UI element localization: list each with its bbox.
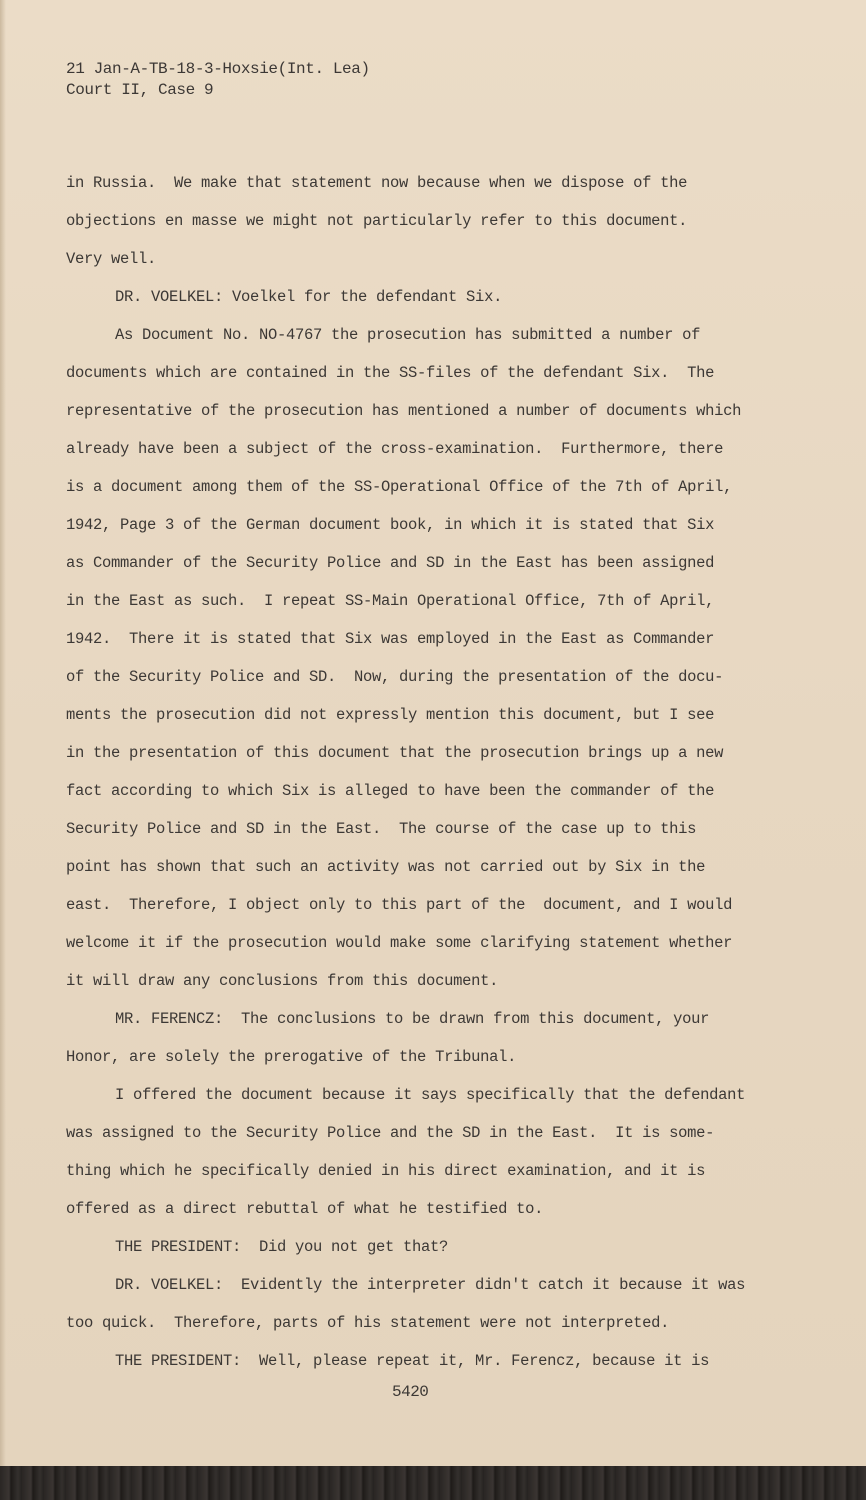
body-line: is a document among them of the SS-Operational Office of the 7th of April, [66,478,733,496]
body-line: THE PRESIDENT: Well, please repeat it, Mr. Ferencz, because it is [115,1352,710,1370]
header-line-2: Court II, Case 9 [66,81,214,99]
page-number: 5420 [392,1383,429,1401]
body-line: in the East as such. I repeat SS-Main Operational Office, 7th of April, [66,592,715,610]
body-line: DR. VOELKEL: Voelkel for the defendant Six. [115,288,503,306]
page-edge-shadow [0,0,6,1466]
body-line: Honor, are solely the prerogative of the Tribunal. [66,1048,517,1066]
body-line: 1942, Page 3 of the German document book, in which it is stated that Six [66,516,715,534]
body-line: of the Security Police and SD. Now, during the presentation of the docu- [66,668,724,686]
body-line: east. Therefore, I object only to this part of the document, and I would [66,896,733,914]
body-line: Very well. [66,250,157,268]
body-line: DR. VOELKEL: Evidently the interpreter didn't catch it because it was [115,1276,746,1294]
body-line: it will draw any conclusions from this document. [66,972,499,990]
body-line: Security Police and SD in the East. The course of the case up to this [66,820,697,838]
body-line: fact according to which Six is alleged to have been the commander of the [66,782,715,800]
body-line: offered as a direct rebuttal of what he testified to. [66,1200,544,1218]
body-line: was assigned to the Security Police and the SD in the East. It is some- [66,1124,715,1142]
body-line: ments the prosecution did not expressly mention this document, but I see [66,706,715,724]
body-line: already have been a subject of the cross-examination. Furthermore, there [66,440,724,458]
body-line: As Document No. NO-4767 the prosecution has submitted a number of [115,326,701,344]
body-line: representative of the prosecution has mentioned a number of documents which [66,402,742,420]
body-line: 1942. There it is stated that Six was employed in the East as Commander [66,630,715,648]
header-line-1: 21 Jan-A-TB-18-3-Hoxsie(Int. Lea) [66,60,370,78]
body-line: thing which he specifically denied in his direct examination, and it is [66,1162,706,1180]
body-line: too quick. Therefore, parts of his statement were not interpreted. [66,1314,670,1332]
body-line: in Russia. We make that statement now because when we dispose of the [66,174,688,192]
body-line: I offered the document because it says specifically that the defendant [115,1086,746,1104]
body-line: welcome it if the prosecution would make some clarifying statement whether [66,934,733,952]
body-line: documents which are contained in the SS-files of the defendant Six. The [66,364,715,382]
body-line: point has shown that such an activity was not carried out by Six in the [66,858,706,876]
scan-bottom-strip [0,1466,866,1500]
body-line: THE PRESIDENT: Did you not get that? [115,1238,449,1256]
body-line: objections en masse we might not particularly refer to this document. [66,212,688,230]
body-line: as Commander of the Security Police and SD in the East has been assigned [66,554,715,572]
body-line: MR. FERENCZ: The conclusions to be drawn from this document, your [115,1010,710,1028]
document-header [66,59,370,101]
body-line: in the presentation of this document that the prosecution brings up a new [66,744,724,762]
